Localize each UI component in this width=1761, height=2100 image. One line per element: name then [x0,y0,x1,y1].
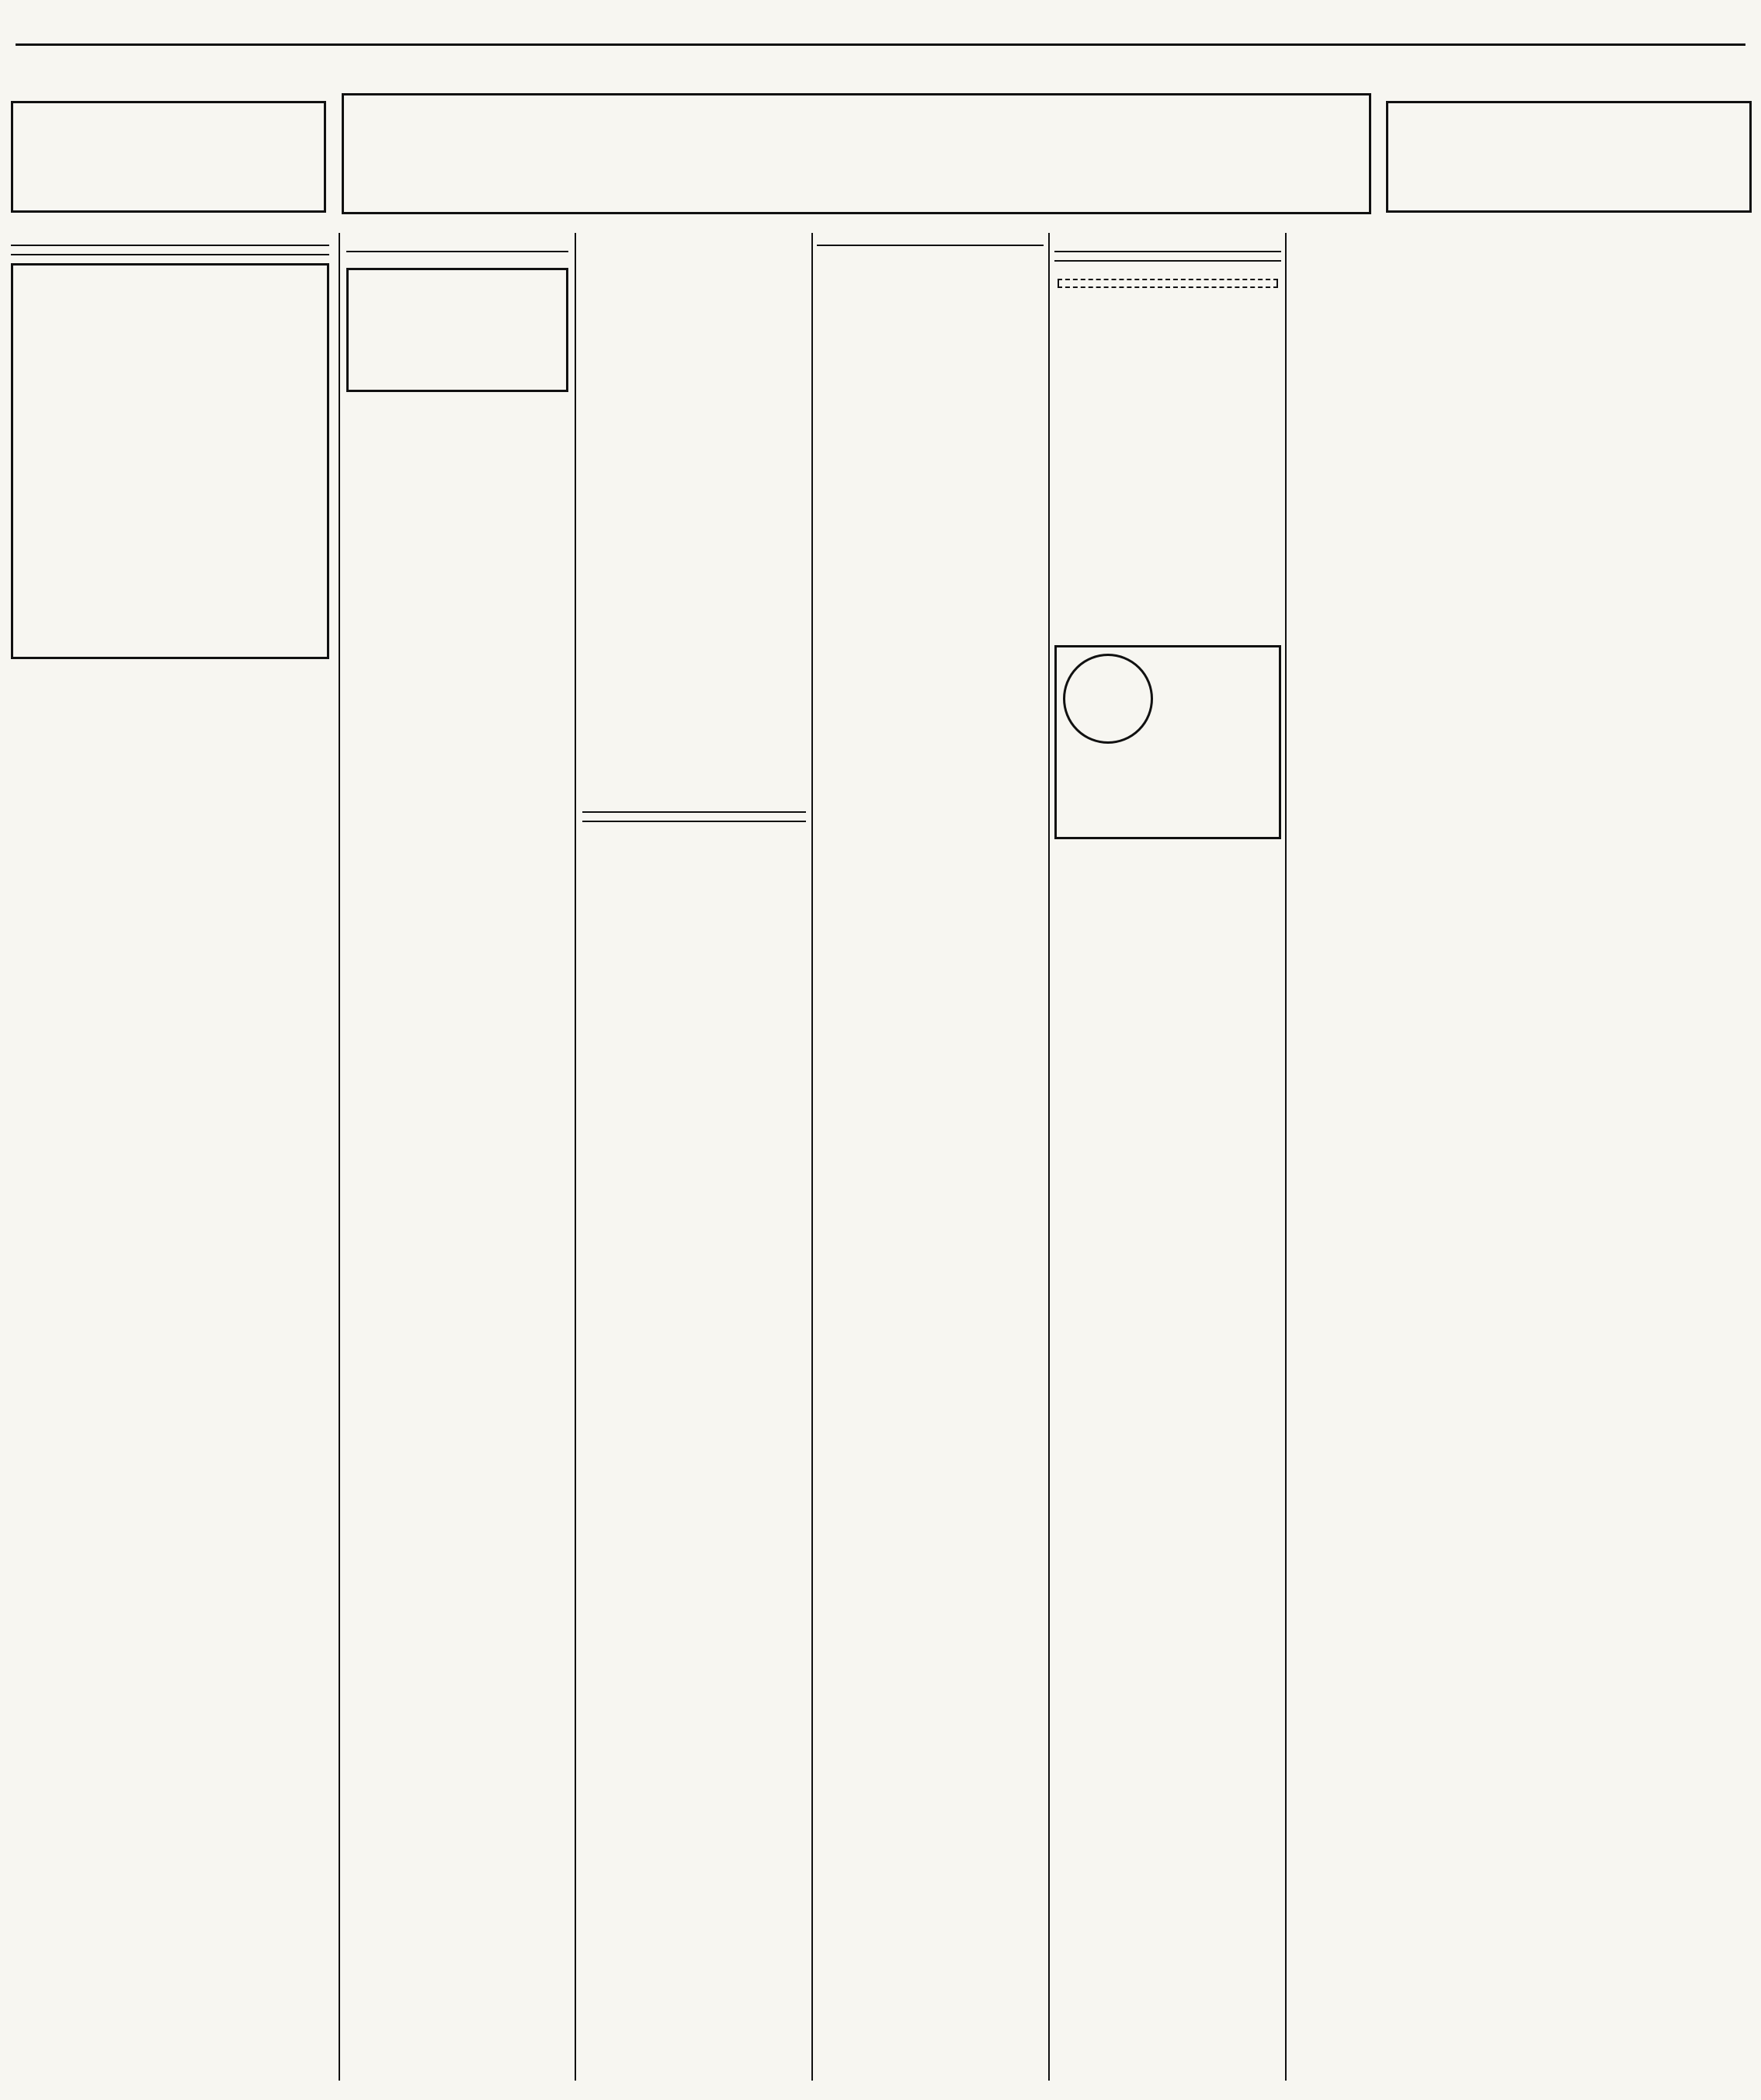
column-rule [339,233,340,2081]
column-3 [582,804,806,2092]
spacer [1291,237,1292,238]
column-2 [346,237,568,2092]
column-rule [811,233,813,2081]
divider [1054,251,1281,252]
divider [817,245,1044,246]
column-rule [1048,233,1050,2081]
asthma-ad [1054,269,1281,634]
banner-left-headline [11,101,326,213]
banner-right-headline [1386,101,1752,213]
column-5 [1054,237,1281,2092]
divider [1054,260,1281,262]
column-1 [11,237,329,2092]
column-4 [817,237,1044,2092]
divider [582,811,806,813]
divider [11,245,329,246]
banner-main [342,93,1371,214]
school-seal-icon [1063,654,1153,744]
divider [346,251,568,252]
asthma-coupon[interactable] [1058,279,1278,288]
rogers-silver-ad [346,268,568,392]
model-school-ad [1054,645,1281,839]
divider [11,254,329,255]
suits-ad [11,263,329,659]
column-rule [1285,233,1287,2081]
column-rule [575,233,576,2081]
masthead [16,6,1745,46]
divider [582,821,806,822]
